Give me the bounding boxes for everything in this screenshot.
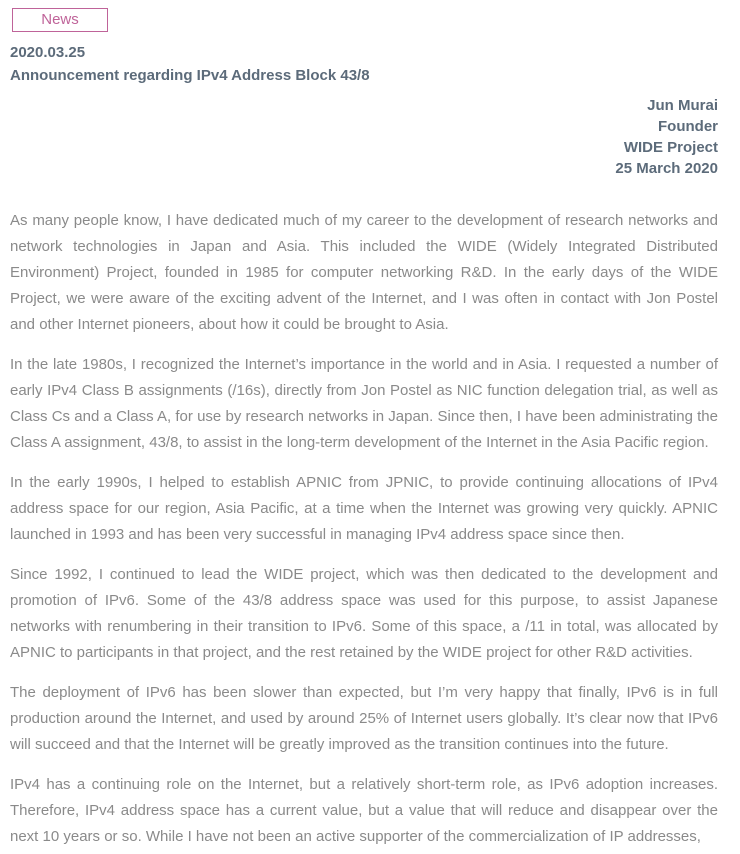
article-title: Announcement regarding IPv4 Address Block 43/8 (10, 67, 370, 84)
article-paragraph: In the early 1990s, I helped to establish APNIC from JPNIC, to provide continuing allocations of IPv4 address space for our region, Asia Pacific, at a time when the Internet was growing very quickly. APNIC launched in 1993 and has been very successful in managing IPv4 address space since then. (10, 474, 718, 543)
article-paragraph: The deployment of IPv6 has been slower than expected, but I’m very happy that finally, IPv6 is in full production around the Internet, and used by around 25% of Internet users globally. It’s clear now that IPv6 will succeed and that the Internet will be greatly improved as the transition continues into the future. (10, 684, 718, 753)
article-paragraph: IPv4 has a continuing role on the Internet, but a relatively short-term role, as IPv6 adoption increases. Therefore, IPv4 address space has a current value, but a value that will reduce and disappear over the next 10 years or so. While I have not been an active supporter of the commercialization of IP addresses, (10, 776, 718, 845)
article-date: 2020.03.25 (10, 44, 86, 61)
article-header (10, 41, 718, 87)
news-category-badge[interactable]: News (12, 8, 108, 32)
byline-author: Jun Murai (647, 97, 718, 114)
byline-date: 25 March 2020 (615, 160, 718, 177)
article-paragraph: As many people know, I have dedicated much of my career to the development of research networks and network technologies in Japan and Asia. This included the WIDE (Widely Integrated Distributed Environment) Project, founded in 1985 for computer networking R&D. In the early days of the WIDE Project, we were aware of the exciting advent of the Internet, and I was often in contact with Jon Postel and other Internet pioneers, about how it could be brought to Asia. (10, 212, 718, 333)
article-body (10, 208, 718, 850)
article-paragraph: In the late 1980s, I recognized the Internet’s importance in the world and in Asia. I requested a number of early IPv4 Class B assignments (/16s), directly from Jon Postel as NIC function delegation trial, as well as Class Cs and a Class A, for use by research networks in Japan. Since then, I have been administrating the Class A assignment, 43/8, to assist in the long-term development of the Internet in the Asia Pacific region. (10, 356, 718, 451)
byline-role: Founder (658, 118, 718, 135)
byline-block (10, 95, 718, 179)
article-paragraph: Since 1992, I continued to lead the WIDE project, which was then dedicated to the development and promotion of IPv6. Some of the 43/8 address space was used for this purpose, to assist Japanese networks with renumbering in their transition to IPv6. Some of this space, a /11 in total, was allocated by APNIC to participants in that project, and the rest retained by the WIDE project for other R&D activities. (10, 566, 718, 661)
byline-organization: WIDE Project (623, 139, 718, 156)
